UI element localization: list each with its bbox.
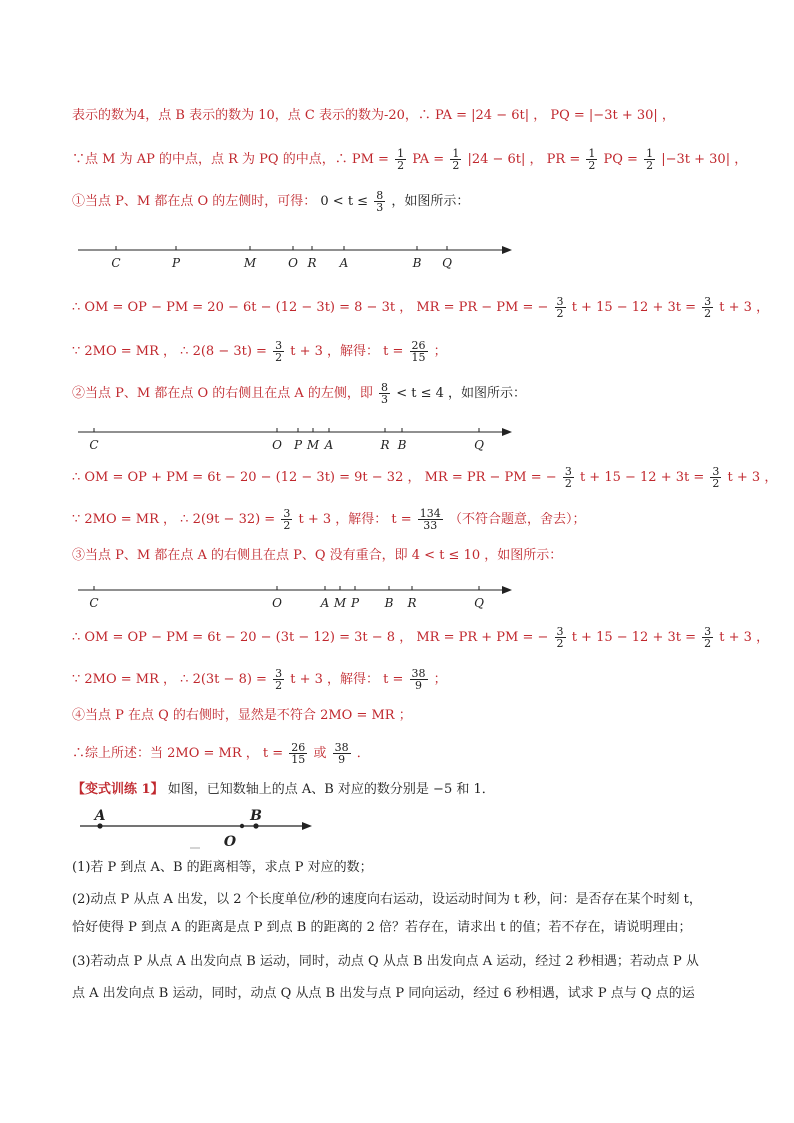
fraction-38-9: $\frac{38}{9}$ (334, 741, 349, 766)
midpoint-text-d: PQ = (603, 152, 638, 167)
fraction-38-9: $\frac{38}{9}$ (411, 667, 426, 692)
midpoint-text-a: ∵点 M 为 AP 的中点，点 R 为 PQ 的中点，∴ PM = (72, 152, 389, 167)
fraction-3-2: $\frac{3}{2}$ (712, 465, 720, 490)
number-line-2 (72, 422, 522, 456)
label-O: O (272, 596, 282, 610)
midpoint-text-e: |−3t + 30| ， (661, 152, 748, 167)
label-O: O (272, 438, 282, 452)
label-P: P (350, 596, 360, 610)
case1-text: ①当点 P、M 都在点 O 的左侧时，可得： (72, 194, 317, 209)
case1-tail: ，如图所示： (391, 194, 470, 209)
point-A (97, 823, 102, 828)
fraction-half: $\frac{1}{2}$ (397, 147, 405, 172)
label-M: M (306, 438, 320, 452)
label-B: B (412, 256, 422, 270)
case2-heading: ②当点 P、M 都在点 O 的右侧且在点 A 的左侧，即 $\frac{8}{3}$ < t ≤ 4 ，如图所示： (72, 381, 526, 406)
number-line-1 (72, 240, 522, 274)
midpoint-text-b: PA = (412, 152, 445, 167)
label-O: O (288, 256, 298, 270)
label-A: A (320, 596, 330, 610)
label-Q: Q (474, 596, 484, 610)
label-M: M (243, 256, 257, 270)
case2-equation-2: ∵ 2MO = MR ， ∴ 2(9t − 32) = $\frac{3}{2}$ t + 3 ，解得： t = $\frac{134}{33}$ （不符合题意，舍去）； (72, 507, 586, 532)
fraction-8-3: $\frac{8}{3}$ (376, 189, 384, 214)
case1-equation-2: ∵ 2MO = MR ， ∴ 2(8 − 3t) = $\frac{3}{2}$ t + 3 ，解得： t = $\frac{26}{15}$ ； (72, 339, 447, 364)
case1-range: 0 < t ≤ (320, 194, 369, 209)
label-Q: Q (442, 256, 452, 270)
fraction-3-2: $\frac{3}{2}$ (556, 625, 564, 650)
label-Q: Q (474, 438, 484, 452)
midpoint-text-c: |24 − 6t| ， PR = (467, 152, 581, 167)
case3-heading: ③当点 P、M 都在点 A 的右侧且在点 P、Q 没有重合，即 4 < t ≤ 10 ，如图所示： (72, 548, 563, 563)
fraction-3-2: $\frac{3}{2}$ (275, 339, 283, 364)
question-3-line-2: 点 A 出发向点 B 运动，同时，动点 Q 从点 B 出发与点 P 同向运动，经过 6 秒相遇，试求 P 点与 Q 点的运 (72, 986, 695, 1001)
question-1: (1)若 P 到点 A、B 的距离相等，求点 P 对应的数； (72, 860, 373, 875)
point-origin (240, 824, 244, 828)
label-C: C (111, 256, 121, 270)
text-line-1: 表示的数为4，点 B 表示的数为 10，点 C 表示的数为-20，∴ PA = |24 − 6t| ， PQ = |−3t + 30| ， (72, 108, 675, 123)
summary: ∴综上所述：当 2MO = MR ， t = $\frac{26}{15}$ 或 $\frac{38}{9}$ ． (72, 741, 370, 766)
label-C: C (89, 596, 99, 610)
label-O: O (223, 834, 237, 850)
fraction-134-33: $\frac{134}{33}$ (419, 507, 441, 532)
label-A: A (339, 256, 349, 270)
number-line-3 (72, 580, 522, 614)
fraction-3-2: $\frac{3}{2}$ (704, 625, 712, 650)
exercise-text: 如图，已知数轴上的点 A、B 对应的数分别是 −5 和 1． (167, 782, 495, 797)
label-R: R (407, 596, 417, 610)
fraction-half: $\frac{1}{2}$ (588, 147, 596, 172)
label-R: R (380, 438, 390, 452)
exercise-title: 【变式训练 1】 (72, 782, 164, 797)
fraction-8-3: $\frac{8}{3}$ (381, 381, 389, 406)
point-B (253, 823, 258, 828)
case1-equation-1: ∴ OM = OP − PM = 20 − 6t − (12 − 3t) = 8 − 3t ， MR = PR − PM = − $\frac{3}{2}$ t + 15 − 12 + 3t = $\frac{3}{2}$ t + 3 ， (72, 295, 770, 320)
case3-equation-1: ∴ OM = OP − PM = 6t − 20 − (3t − 12) = 3t − 8 ， MR = PR + PM = − $\frac{3}{2}$ t + 15 − 12 + 3t = $\frac{3}{2}$ t + 3 ， (72, 625, 770, 650)
case2-equation-1: ∴ OM = OP + PM = 6t − 20 − (12 − 3t) = 9t − 32 ， MR = PR − PM = − $\frac{3}{2}$ t + 15 − 12 + 3t = $\frac{3}{2}$ t + 3 ， (72, 465, 778, 490)
question-2-line-1: (2)动点 P 从点 A 出发，以 2 个长度单位/秒的速度向右运动，设运动时间为 t 秒，问：是否存在某个时刻 t， (72, 892, 702, 907)
label-B: B (250, 808, 262, 824)
label-B: B (384, 596, 394, 610)
fraction-3-2: $\frac{3}{2}$ (704, 295, 712, 320)
label-R: R (307, 256, 317, 270)
question-3-line-1: (3)若动点 P 从点 A 出发向点 B 运动，同时，动点 Q 从点 B 出发向点 A 运动，经过 2 秒相遇；若动点 P 从 (72, 954, 699, 969)
exercise-number-line (72, 804, 332, 852)
label-P: P (171, 256, 181, 270)
fraction-26-15: $\frac{26}{15}$ (291, 741, 306, 766)
fraction-half: $\frac{1}{2}$ (452, 147, 460, 172)
fraction-26-15: $\frac{26}{15}$ (411, 339, 426, 364)
label-A: A (324, 438, 334, 452)
label-C: C (89, 438, 99, 452)
label-M: M (333, 596, 347, 610)
label-P: P (293, 438, 303, 452)
label-A: A (94, 808, 106, 824)
question-2-line-2: 恰好使得 P 到点 A 的距离是点 P 到点 B 的距离的 2 倍？若存在，请求出 t 的值；若不存在，请说明理由； (72, 920, 692, 935)
fraction-half: $\frac{1}{2}$ (646, 147, 654, 172)
case4-statement: ④当点 P 在点 Q 的右侧时，显然是不符合 2MO = MR ； (72, 708, 412, 723)
fraction-3-2: $\frac{3}{2}$ (564, 465, 572, 490)
label-B: B (397, 438, 407, 452)
case3-equation-2: ∵ 2MO = MR ， ∴ 2(3t − 8) = $\frac{3}{2}$ t + 3 ，解得： t = $\frac{38}{9}$ ； (72, 667, 447, 692)
fraction-3-2: $\frac{3}{2}$ (275, 667, 283, 692)
midpoint-statement (72, 148, 747, 171)
fraction-3-2: $\frac{3}{2}$ (556, 295, 564, 320)
fraction-3-2: $\frac{3}{2}$ (283, 507, 291, 532)
exercise-heading (72, 780, 495, 800)
case1-heading (72, 190, 469, 213)
